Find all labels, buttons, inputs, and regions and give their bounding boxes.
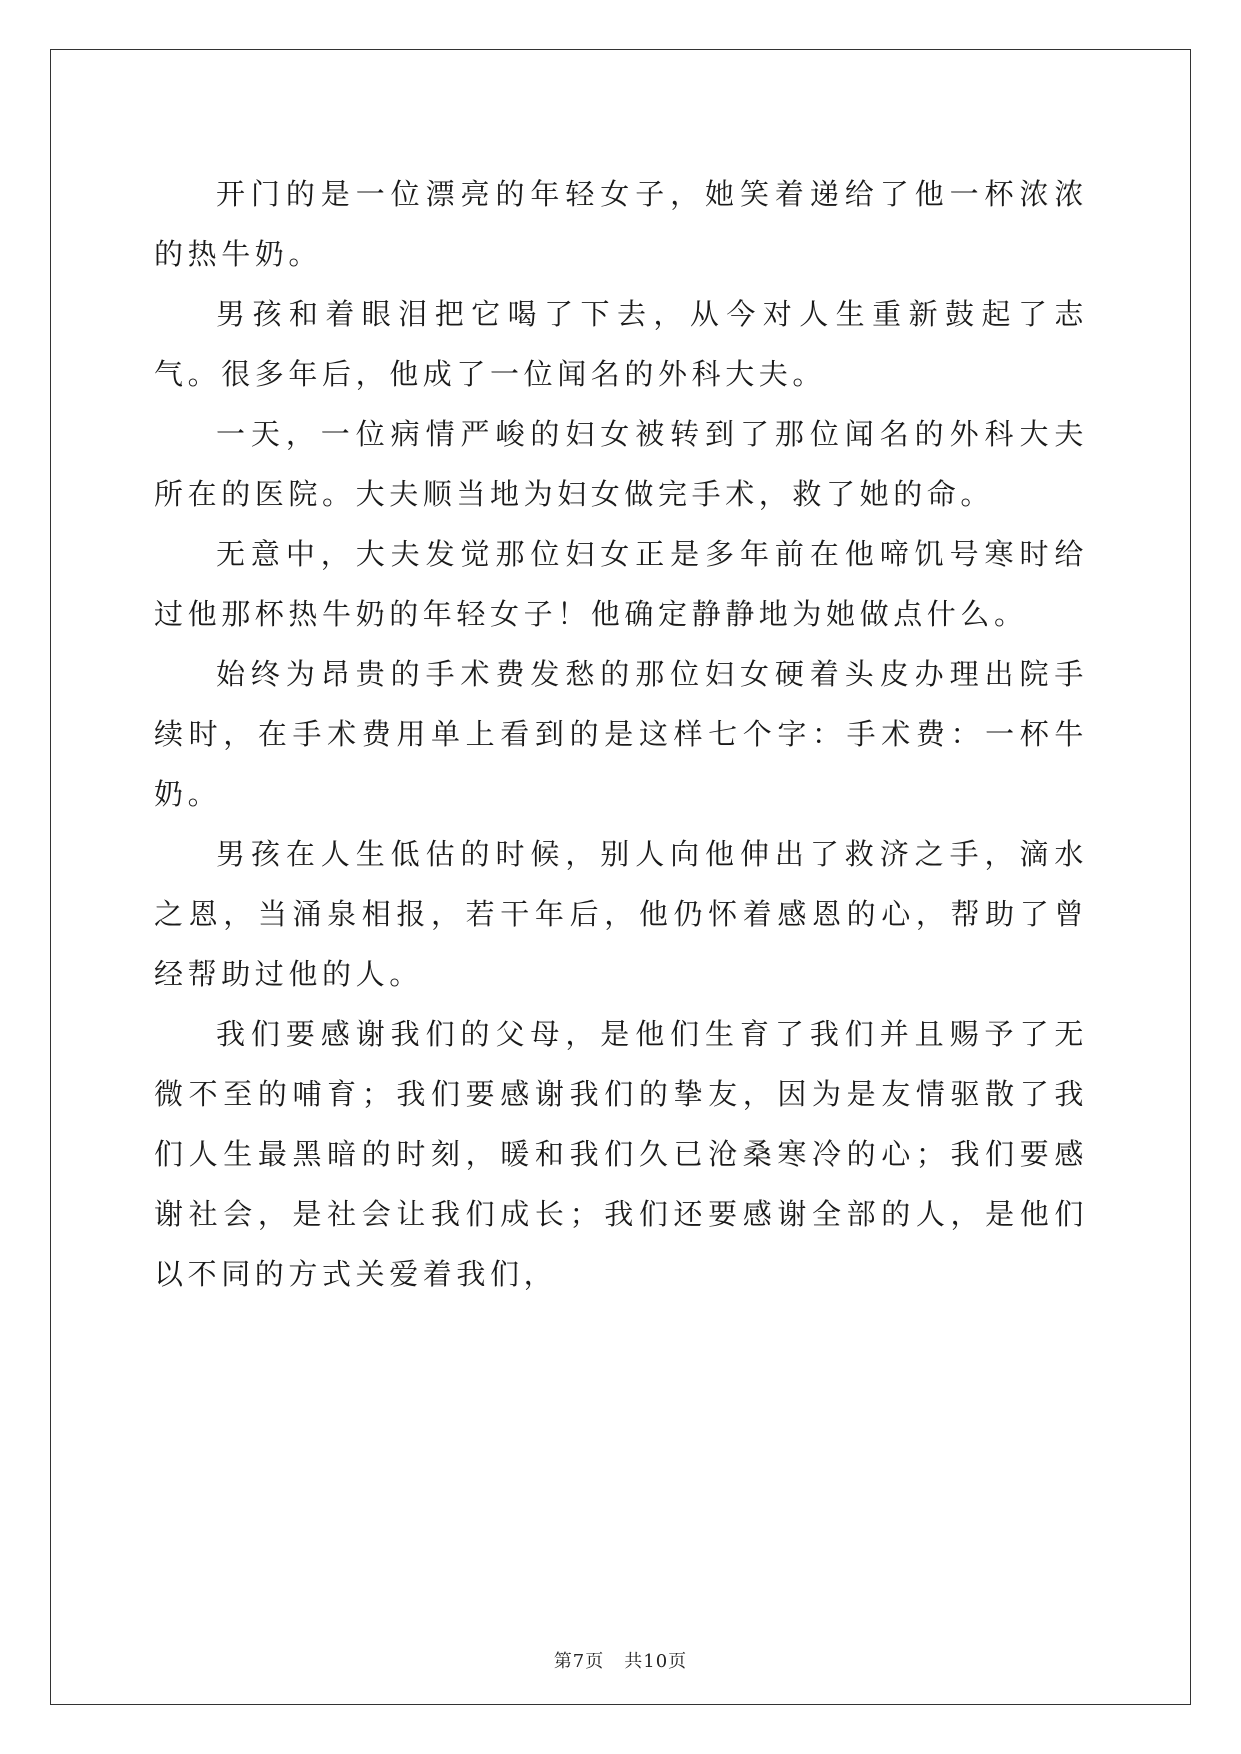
paragraph: 我们要感谢我们的父母，是他们生育了我们并且赐予了无微不至的哺育；我们要感谢我们的挚友，因为是友情驱散了我们人生最黑暗的时刻，暖和我们久已沧桑寒冷的心；我们要感谢社会，是社会让我们成长；我们还要感谢全部的人，是他们以不同的方式关爱着我们， <box>154 1017 1088 1291</box>
page-number-total: 共10页 <box>624 1651 688 1672</box>
paragraph: 一天，一位病情严峻的妇女被转到了那位闻名的外科大夫所在的医院。大夫顺当地为妇女做完手术，救了她的命。 <box>154 417 1088 511</box>
paragraph: 无意中，大夫发觉那位妇女正是多年前在他啼饥号寒时给过他那杯热牛奶的年轻女子！他确定静静地为她做点什么。 <box>154 537 1088 631</box>
paragraph: 开门的是一位漂亮的年轻女子，她笑着递给了他一杯浓浓的热牛奶。 <box>154 177 1088 271</box>
document-body <box>154 164 1088 1304</box>
paragraph: 始终为昂贵的手术费发愁的那位妇女硬着头皮办理出院手续时，在手术费用单上看到的是这样七个字：手术费：一杯牛奶。 <box>154 657 1088 811</box>
page-number-current: 第7页 <box>553 1651 605 1672</box>
page-footer <box>0 1650 1241 1674</box>
paragraph: 男孩和着眼泪把它喝了下去，从今对人生重新鼓起了志气。很多年后，他成了一位闻名的外科大夫。 <box>154 297 1088 391</box>
paragraph: 男孩在人生低估的时候，别人向他伸出了救济之手，滴水之恩，当涌泉相报，若干年后，他仍怀着感恩的心，帮助了曾经帮助过他的人。 <box>154 837 1088 991</box>
